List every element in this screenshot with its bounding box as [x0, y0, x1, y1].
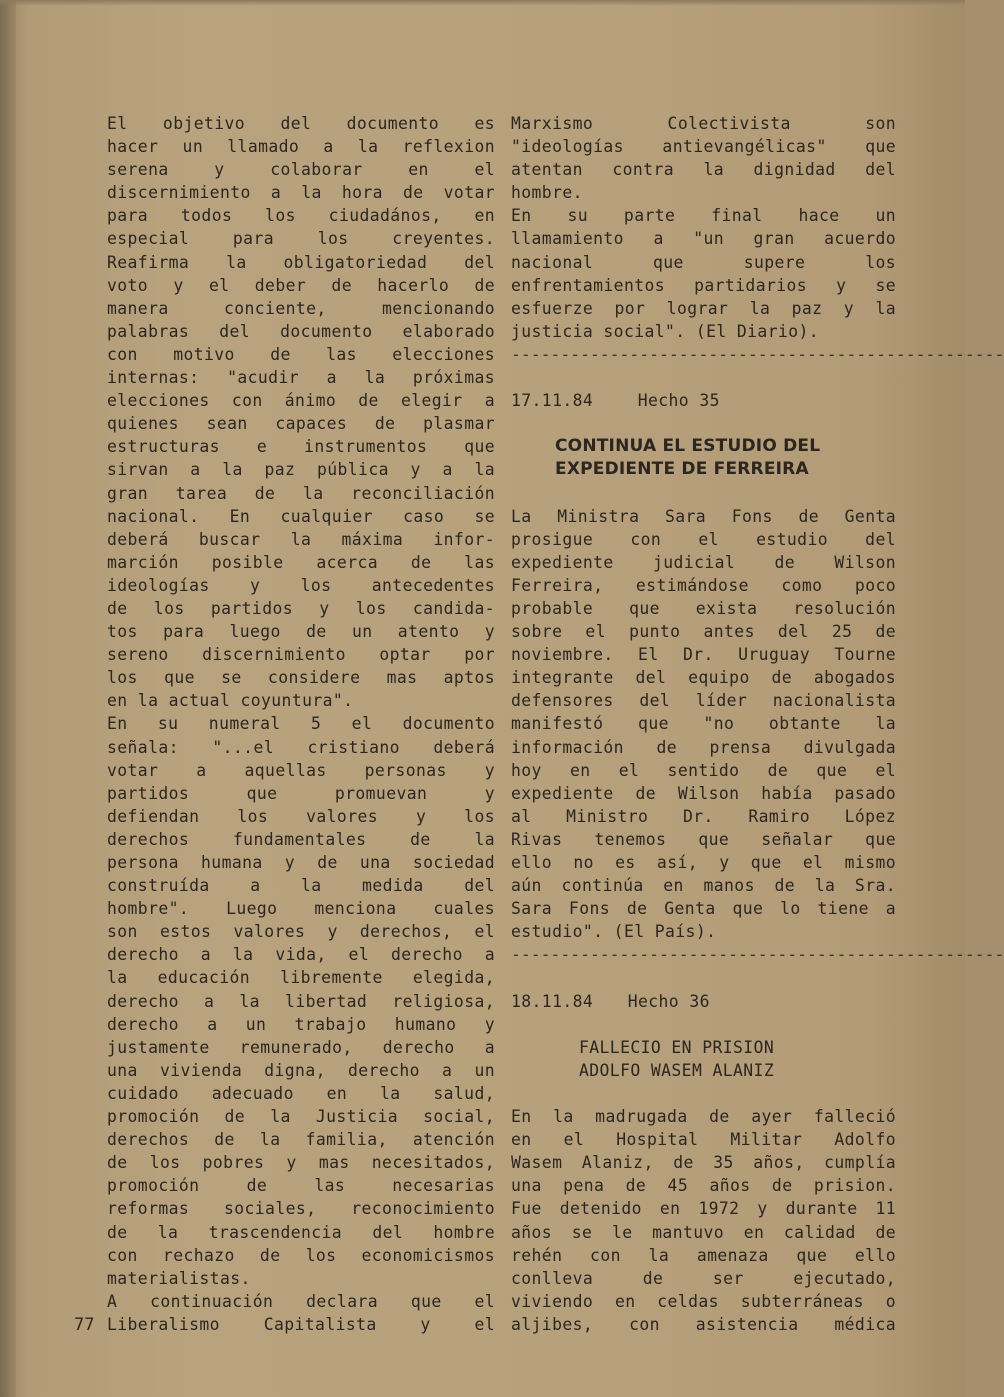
text-line: ello no es así, y que el mismo: [511, 853, 896, 872]
page-binding-edge: [0, 0, 16, 1397]
text-line: en la actual coyuntura".: [107, 691, 354, 711]
text-line: expediente judicial de Wilson: [511, 552, 896, 572]
text-line: de los partidos y los candida-: [107, 598, 495, 618]
text-line: En su numeral 5 el documento: [107, 714, 495, 734]
text-line: Liberalismo Capitalista y el: [107, 1314, 495, 1334]
text-line: nacional que supere los: [511, 252, 896, 272]
text-line: conlleva de ser ejecutado,: [511, 1268, 896, 1288]
text-line: "ideologías antievangélicas" que: [511, 137, 896, 157]
text-line: prosigue con el estudio del: [511, 529, 896, 549]
text-line: hacer un llamado a la reflexion: [107, 137, 495, 157]
text-line: de los pobres y mas necesitados,: [107, 1153, 495, 1173]
text-line: discernimiento a la hora de votar: [107, 183, 495, 203]
page-number: 77: [74, 1315, 95, 1335]
text-line: reformas sociales, reconocimiento: [107, 1199, 495, 1219]
text-line: al Ministro Dr. Ramiro López: [511, 806, 896, 826]
text-line: construída a la medida del: [107, 876, 495, 896]
entry-label: Hecho 36: [627, 991, 710, 1011]
text-line: En su parte final hace un: [511, 206, 896, 226]
text-line: nacional. En cualquier caso se: [107, 506, 495, 526]
entry-title: CONTINUA EL ESTUDIO DEL: [555, 436, 821, 457]
entry-label: Hecho 35: [637, 391, 720, 411]
text-line: promoción de la Justicia social,: [107, 1107, 495, 1127]
text-line: Reafirma la obligatoriedad del: [107, 252, 495, 272]
page-top-edge: [0, 0, 965, 6]
text-line: expediente de Wilson había pasado: [511, 783, 896, 803]
entry-title: ADOLFO WASEM ALANIZ: [579, 1060, 775, 1080]
text-line: hombre.: [511, 183, 583, 203]
text-line: aún continúa en manos de la Sra.: [511, 876, 896, 896]
text-line: derecho a la libertad religiosa,: [107, 991, 495, 1011]
text-line: tos para luego de un atento y: [107, 622, 495, 642]
text-line: los que se considere mas aptos: [107, 668, 495, 688]
text-line: votar a aquellas personas y: [107, 760, 495, 780]
text-line: quienes sean capaces de plasmar: [107, 414, 495, 434]
text-line: hoy en el sentido de que el: [511, 760, 896, 780]
entry-hecho-35: [511, 389, 896, 943]
entry-title: EXPEDIENTE DE FERREIRA: [555, 459, 809, 480]
text-line: defensores del líder nacionalista: [511, 691, 896, 711]
text-line: promoción de las necesarias: [107, 1176, 495, 1196]
text-line: información de prensa divulgada: [511, 737, 896, 757]
text-line: sereno discernimiento optar por: [107, 645, 495, 665]
text-line: sobre el punto antes del 25 de: [511, 622, 896, 642]
text-line: sirvan a la paz pública y a la: [107, 460, 495, 480]
text-line: viviendo en celdas subterráneas o: [511, 1291, 896, 1311]
text-line: deberá buscar la máxima infor-: [107, 529, 495, 549]
entry-dateline: [511, 990, 896, 1013]
text-line: probable que exista resolución: [511, 598, 896, 618]
text-line: El objetivo del documento es: [107, 114, 495, 133]
text-line: palabras del documento elaborado: [107, 321, 495, 341]
section-divider: --------------------------------------------------: [511, 344, 1004, 364]
text-line: en el Hospital Militar Adolfo: [511, 1130, 896, 1150]
entry-date: 18.11.84: [511, 991, 594, 1011]
section-divider: --------------------------------------------------: [511, 945, 1004, 965]
continuation-paragraph: [511, 112, 896, 343]
text-line: partidos que promuevan y: [107, 783, 495, 803]
text-line: Sara Fons de Genta que lo tiene a: [511, 899, 896, 919]
text-line: derechos de la familia, atención: [107, 1130, 495, 1150]
text-line: la educación libremente elegida,: [107, 968, 495, 988]
text-line: rehén con la amenaza que ello: [511, 1245, 896, 1265]
entry-title: FALLECIO EN PRISION: [579, 1037, 775, 1057]
text-line: manifestó que "no obtante la: [511, 714, 896, 734]
text-line: son estos valores y derechos, el: [107, 922, 495, 942]
text-line: Fue detenido en 1972 y durante 11: [511, 1199, 896, 1219]
text-line: con motivo de las elecciones: [107, 344, 495, 364]
text-line: derecho a la vida, el derecho a: [107, 945, 495, 965]
text-line: Wasem Alaniz, de 35 años, cumplía: [511, 1153, 896, 1173]
text-line: En la madrugada de ayer falleció: [511, 1107, 896, 1127]
entry-dateline: [511, 389, 896, 412]
text-line: Ferreira, estimándose como poco: [511, 575, 896, 595]
text-line: para todos los ciudadános, en: [107, 206, 495, 226]
text-line: persona humana y de una sociedad: [107, 853, 495, 872]
text-line: especial para los creyentes.: [107, 229, 495, 249]
text-line: materialistas.: [107, 1268, 251, 1288]
text-line: hombre". Luego menciona cuales: [107, 899, 495, 919]
text-line: esfuerze por lograr la paz y la: [511, 298, 896, 318]
text-line: años se le mantuvo en calidad de: [511, 1222, 896, 1242]
text-line: Rivas tenemos que señalar que: [511, 829, 896, 849]
text-line: aljibes, con asistencia médica: [511, 1314, 896, 1334]
text-line: con rechazo de los economicismos: [107, 1245, 495, 1265]
text-line: Marxismo Colectivista son: [511, 114, 896, 133]
text-line: una pena de 45 años de prision.: [511, 1176, 896, 1196]
text-line: estructuras e instrumentos que: [107, 437, 495, 457]
text-line: estudio". (El País).: [511, 922, 717, 942]
right-column: [511, 112, 1004, 1336]
text-line: de la trascendencia del hombre: [107, 1222, 495, 1242]
text-line: ideologías y los antecedentes: [107, 575, 495, 595]
text-line: marción posible acerca de las: [107, 552, 495, 572]
left-column: [107, 112, 495, 1336]
text-line: integrante del equipo de abogados: [511, 668, 896, 688]
text-line: justicia social". (El Diario).: [511, 321, 820, 341]
text-line: enfrentamientos partidarios y se: [511, 275, 896, 295]
text-line: elecciones con ánimo de elegir a: [107, 391, 495, 411]
text-line: internas: "acudir a la próximas: [107, 368, 495, 388]
text-line: manera conciente, mencionando: [107, 298, 495, 318]
text-line: serena y colaborar en el: [107, 160, 495, 180]
text-line: una vivienda digna, derecho a un: [107, 1060, 495, 1080]
text-line: derecho a un trabajo humano y: [107, 1014, 495, 1034]
entry-hecho-36: [511, 990, 896, 1336]
text-line: cuidado adecuado en la salud,: [107, 1083, 495, 1103]
text-line: La Ministra Sara Fons de Genta: [511, 506, 896, 526]
text-line: llamamiento a "un gran acuerdo: [511, 229, 896, 249]
text-line: justamente remunerado, derecho a: [107, 1037, 495, 1057]
text-line: señala: "...el cristiano deberá: [107, 737, 495, 757]
text-line: noviembre. El Dr. Uruguay Tourne: [511, 645, 896, 665]
text-line: gran tarea de la reconciliación: [107, 483, 495, 503]
text-line: derechos fundamentales de la: [107, 829, 495, 849]
text-line: defiendan los valores y los: [107, 806, 495, 826]
text-line: A continuación declara que el: [107, 1291, 495, 1311]
text-line: voto y el deber de hacerlo de: [107, 275, 495, 295]
text-line: atentan contra la dignidad del: [511, 160, 896, 180]
entry-date: 17.11.84: [511, 391, 594, 411]
